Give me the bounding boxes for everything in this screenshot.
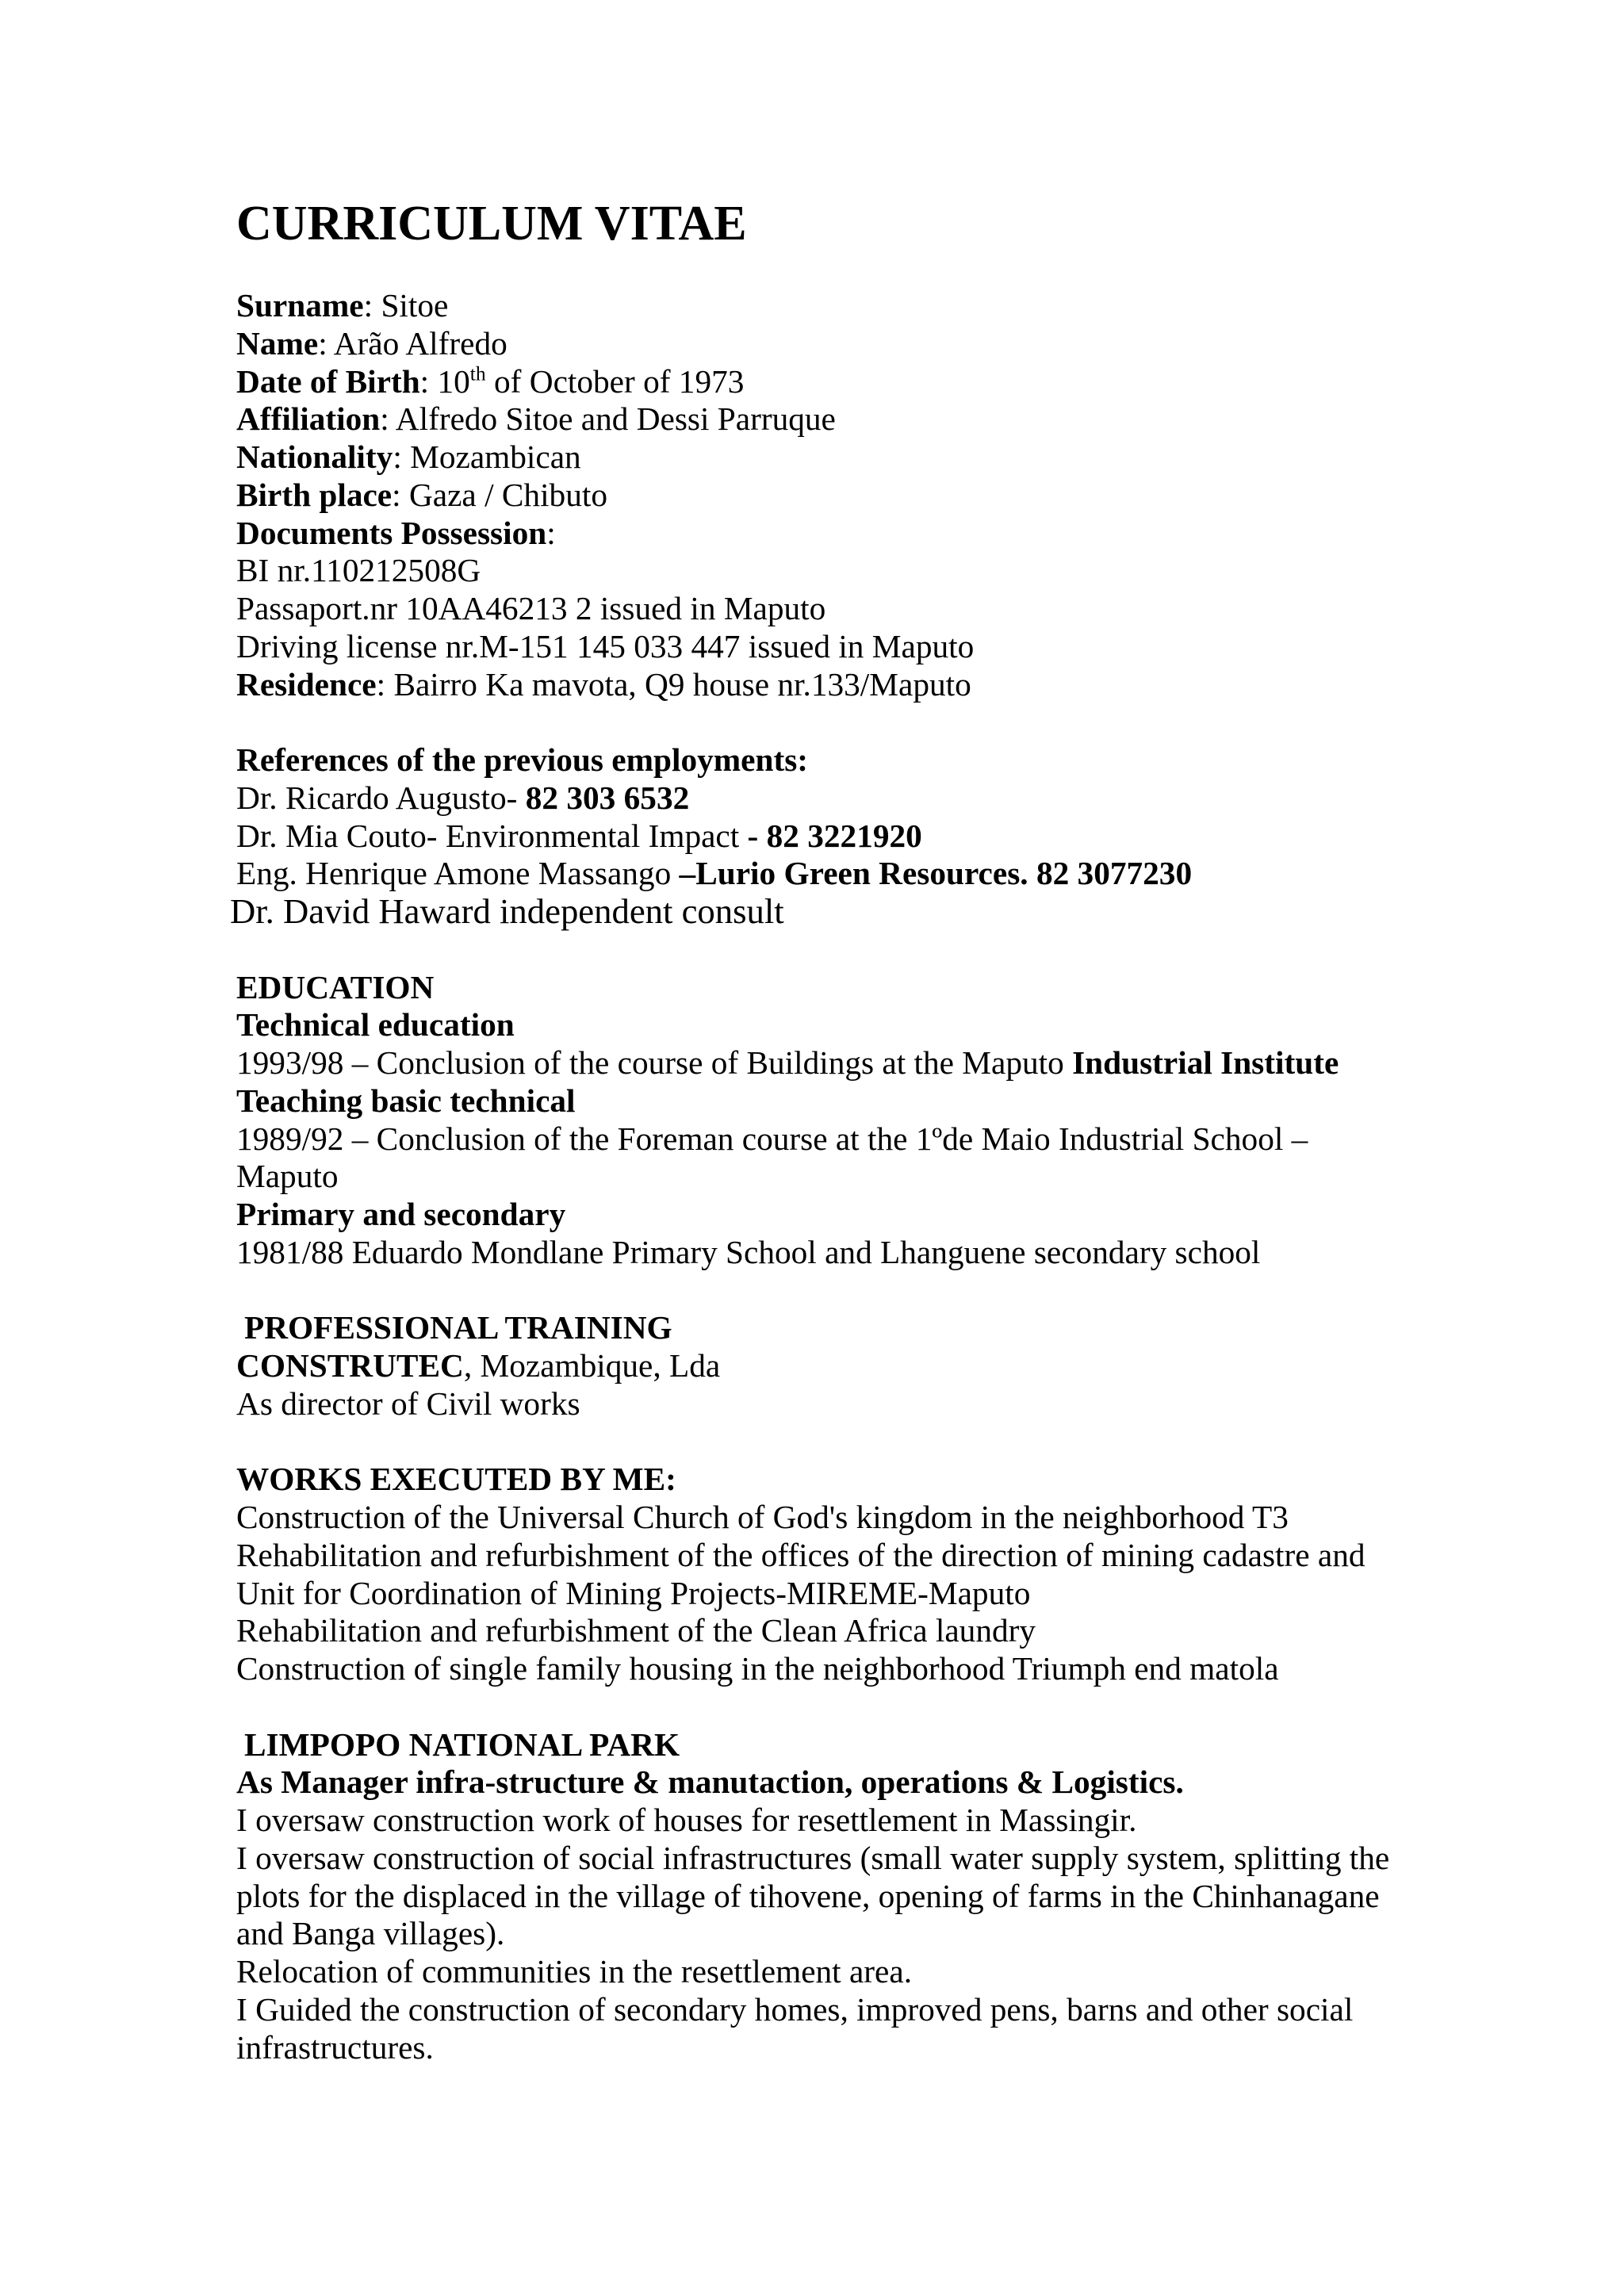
documents-possession-line: [236, 515, 1389, 553]
education-entry: 1981/88 Eduardo Mondlane Primary School and Lhanguene secondary school: [236, 1233, 1261, 1270]
spacer: [236, 931, 1389, 969]
field-label: Name: [236, 324, 319, 362]
residence-line: [236, 666, 1389, 704]
field-separator: :: [318, 324, 334, 362]
spacer: [236, 703, 1389, 741]
date-of-birth-line: [236, 363, 1389, 401]
birth-day: 10: [437, 362, 470, 400]
limpopo-item: I Guided the construction of secondary homes, improved pens, barns and other social: [236, 1990, 1354, 2028]
education-entry: 1989/92 – Conclusion of the Foreman course at the 1ºde Maio Industrial School –: [236, 1120, 1308, 1157]
spacer: [236, 1423, 1389, 1461]
reference-item: [236, 779, 1389, 818]
nationality-line: [236, 439, 1389, 477]
reference-name: Dr. Mia Couto- Environmental Impact: [236, 817, 740, 854]
reference-item: [236, 855, 1389, 893]
employer-line: [236, 1347, 1389, 1385]
education-subheading: Technical education: [236, 1006, 515, 1044]
cv-body: [230, 287, 1390, 2066]
education-heading: EDUCATION: [236, 968, 435, 1005]
limpopo-item: I oversaw construction work of houses for resettlement in Massingir.: [236, 1802, 1137, 1838]
field-label: Nationality: [236, 439, 393, 475]
field-separator: :: [363, 287, 381, 324]
reference-item: [236, 818, 1389, 856]
field-label: Affiliation: [236, 400, 381, 438]
field-separator: :: [392, 476, 409, 513]
name-line: [236, 325, 1389, 363]
spacer: [236, 1272, 1389, 1310]
works-item: Rehabilitation and refurbishment of the Clean Africa laundry: [236, 1612, 1036, 1649]
field-separator: :: [380, 400, 396, 438]
document-item: Driving license nr.M-151 145 033 447 issued in Maputo: [236, 627, 975, 664]
works-heading: WORKS EXECUTED BY ME:: [236, 1461, 676, 1498]
education-subheading: Primary and secondary: [236, 1196, 566, 1232]
limpopo-item: and Banga villages).: [236, 1915, 505, 1952]
limpopo-item: infrastructures.: [236, 2028, 434, 2066]
field-separator: :: [419, 362, 438, 400]
surname-line: [236, 287, 1389, 325]
works-item: Unit for Coordination of Mining Projects-MIREME-Maputo: [236, 1574, 1031, 1611]
reference-item: [230, 891, 1389, 931]
field-label: Documents Possession: [236, 514, 547, 551]
reference-name: Eng. Henrique Amone Massango: [236, 855, 672, 892]
education-institution: Industrial Institute: [1072, 1044, 1339, 1081]
document-item: Passaport.nr 10AA46213 2 issued in Maputo: [236, 590, 826, 626]
residence-value: Bairro Ka mavota, Q9 house nr.133/Maputo: [393, 665, 971, 703]
document-title: CURRICULUM VITAE: [236, 197, 747, 251]
job-role: As director of Civil works: [236, 1384, 580, 1422]
birth-place-line: [236, 477, 1389, 515]
nationality-value: Mozambican: [410, 439, 581, 475]
name-value: Arão Alfredo: [333, 324, 508, 362]
document-item: BI nr.110212508G: [236, 552, 481, 589]
works-item: Construction of the Universal Church of God's kingdom in the neighborhood T3: [236, 1499, 1289, 1535]
birth-day-suffix: th: [469, 362, 486, 385]
works-item: Construction of single family housing in the neighborhood Triumph end matola: [236, 1650, 1279, 1687]
reference-name: Dr. Ricardo Augusto-: [236, 779, 518, 816]
education-entry: Maputo: [236, 1158, 339, 1195]
education-text: 1993/98 – Conclusion of the course of Buildings at the Maputo: [236, 1044, 1064, 1081]
limpopo-item: Relocation of communities in the resettlement area.: [236, 1953, 913, 1990]
references-heading: References of the previous employments:: [236, 741, 809, 778]
affiliation-value: Alfredo Sitoe and Dessi Parruque: [395, 400, 836, 438]
affiliation-line: [236, 400, 1389, 439]
professional-training-heading: PROFESSIONAL TRAINING: [244, 1309, 672, 1346]
birth-place-value: Gaza / Chibuto: [408, 476, 607, 513]
field-label: Birth place: [236, 476, 393, 513]
reference-contact: 82 303 6532: [525, 779, 690, 816]
field-label: Date of Birth: [236, 362, 420, 400]
reference-contact: - 82 3221920: [747, 817, 922, 854]
education-entry: [236, 1044, 1389, 1082]
limpopo-item: plots for the displaced in the village of tihovene, opening of farms in the Chinhanagane: [236, 1877, 1380, 1914]
field-separator: :: [393, 439, 411, 475]
surname-value: Sitoe: [381, 287, 449, 324]
birth-month-year: of October of 1973: [494, 362, 745, 400]
employer-name: CONSTRUTEC: [236, 1347, 464, 1384]
field-separator: :: [546, 514, 556, 551]
spacer: [236, 1688, 1389, 1726]
reference-name: Dr. David Haward independent consult: [230, 891, 784, 931]
field-label: Residence: [236, 665, 377, 703]
education-subheading: Teaching basic technical: [236, 1082, 576, 1119]
limpopo-heading: LIMPOPO NATIONAL PARK: [244, 1725, 680, 1763]
works-item: Rehabilitation and refurbishment of the offices of the direction of mining cadastre and: [236, 1536, 1365, 1573]
reference-contact: –Lurio Green Resources. 82 3077230: [679, 855, 1193, 892]
employer-location: , Mozambique, Lda: [463, 1347, 721, 1384]
field-label: Surname: [236, 287, 364, 324]
limpopo-role: As Manager infra-structure & manutaction, operations & Logistics.: [236, 1764, 1184, 1801]
field-separator: :: [376, 665, 394, 703]
limpopo-item: I oversaw construction of social infrastructures (small water supply system, splitting the: [236, 1839, 1390, 1876]
